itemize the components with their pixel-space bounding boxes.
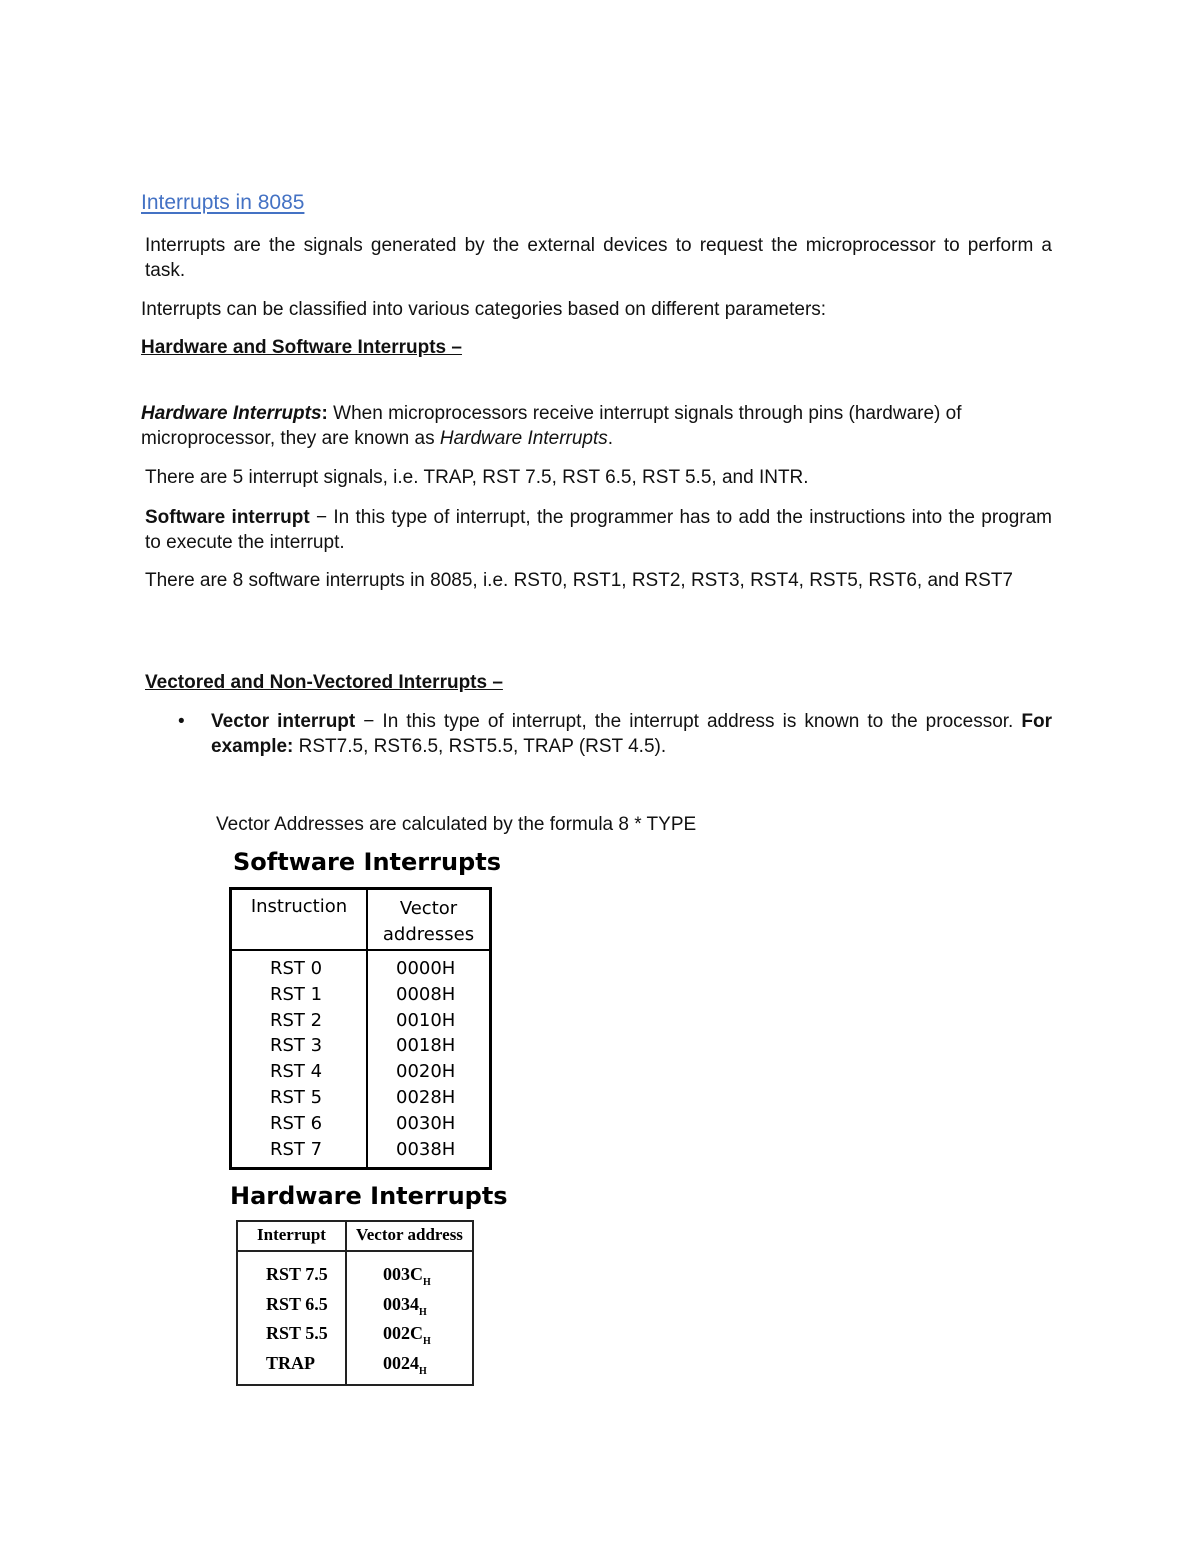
table-row bbox=[232, 1061, 489, 1087]
header-divider bbox=[238, 1250, 472, 1252]
instruction-cell: RST 2 bbox=[270, 1009, 323, 1031]
instruction-cell: RST 3 bbox=[270, 1035, 323, 1057]
hex-subscript: H bbox=[423, 1336, 431, 1347]
hw-sw-heading: Hardware and Software Interrupts – bbox=[141, 337, 462, 358]
table-row bbox=[232, 984, 489, 1010]
hw-end: . bbox=[607, 428, 614, 449]
header-vector-line2: addresses bbox=[382, 924, 475, 945]
address-value: 003C bbox=[383, 1264, 423, 1284]
bullet: • bbox=[178, 711, 185, 732]
interrupt-cell: RST 7.5 bbox=[266, 1264, 328, 1284]
sw-term: Software interrupt bbox=[145, 507, 310, 528]
hardware-interrupts-table bbox=[236, 1220, 474, 1386]
address-value: 0024 bbox=[383, 1352, 419, 1373]
address-value: 0034 bbox=[383, 1293, 419, 1314]
hardware-table-body bbox=[238, 1264, 472, 1382]
formula-line: Vector Addresses are calculated by the formula 8 * TYPE bbox=[216, 814, 697, 835]
hw-term: Hardware Interrupts bbox=[141, 403, 322, 424]
address-cell bbox=[383, 1264, 431, 1288]
instruction-cell: RST 0 bbox=[270, 958, 323, 979]
table-row bbox=[232, 1010, 489, 1036]
table-row bbox=[232, 958, 489, 984]
example-label: For example: bbox=[211, 711, 1052, 757]
instruction-cell: RST 4 bbox=[270, 1061, 323, 1083]
address-cell: 0008H bbox=[396, 983, 456, 1005]
interrupt-cell: RST 5.5 bbox=[266, 1323, 328, 1343]
address-cell: 0018H bbox=[396, 1035, 456, 1057]
hex-subscript: H bbox=[423, 1277, 431, 1288]
table-row bbox=[238, 1294, 472, 1324]
page-title: Interrupts in 8085 bbox=[141, 191, 305, 214]
table-row bbox=[238, 1323, 472, 1353]
software-count: There are 8 software interrupts in 8085, i.e. RST0, RST1, RST2, RST3, RST4, RST5, RST6, and RST7 bbox=[145, 570, 1013, 591]
example-text: RST7.5, RST6.5, RST5.5, TRAP (RST 4.5). bbox=[293, 736, 667, 757]
software-table-title: Software Interrupts bbox=[233, 848, 501, 876]
vector-interrupt-item bbox=[211, 709, 1052, 759]
interrupt-cell: TRAP bbox=[266, 1352, 315, 1373]
software-definition bbox=[145, 505, 1052, 555]
classification-paragraph: Interrupts can be classified into various categories based on different parameters: bbox=[141, 299, 827, 320]
table-row bbox=[232, 1139, 489, 1165]
address-cell: 0010H bbox=[396, 1009, 456, 1031]
address-cell: 0028H bbox=[396, 1086, 456, 1108]
instruction-cell: RST 5 bbox=[270, 1086, 323, 1108]
vectored-heading: Vectored and Non-Vectored Interrupts – bbox=[145, 672, 503, 693]
hw-term-italic: Hardware Interrupts bbox=[439, 428, 608, 449]
table-row bbox=[232, 1087, 489, 1113]
table-row bbox=[238, 1264, 472, 1294]
hw-colon: : bbox=[321, 403, 328, 424]
hardware-definition bbox=[141, 401, 1052, 451]
header-instruction: Instruction bbox=[250, 896, 348, 917]
software-interrupts-table bbox=[229, 887, 492, 1170]
hardware-table-title: Hardware Interrupts bbox=[230, 1182, 508, 1210]
vector-term: Vector interrupt bbox=[211, 711, 356, 732]
sw-text: − In this type of interrupt, the programmer has to add the instructions into the program to execute the interrupt. bbox=[145, 507, 1053, 553]
header-vector-addresses bbox=[368, 896, 489, 948]
instruction-cell: RST 7 bbox=[270, 1138, 323, 1160]
address-cell bbox=[383, 1353, 427, 1377]
interrupt-cell: RST 6.5 bbox=[266, 1293, 328, 1314]
hex-subscript: H bbox=[419, 1306, 427, 1318]
header-vector-line1: Vector bbox=[399, 898, 458, 919]
table-row bbox=[232, 1035, 489, 1061]
address-cell: 0030H bbox=[396, 1112, 456, 1134]
hw-text: When microprocessors receive interrupt signals through pins (hardware) of microprocessor, they are known as bbox=[141, 403, 962, 449]
software-table-body bbox=[232, 958, 489, 1164]
table-row bbox=[232, 1113, 489, 1139]
hardware-count: There are 5 interrupt signals, i.e. TRAP, RST 7.5, RST 6.5, RST 5.5, and INTR. bbox=[145, 467, 809, 488]
vector-text: − In this type of interrupt, the interrupt address is known to the processor. bbox=[355, 711, 1022, 732]
address-cell: 0000H bbox=[396, 958, 456, 979]
header-interrupt: Interrupt bbox=[257, 1225, 326, 1244]
address-value: 002C bbox=[383, 1323, 423, 1343]
header-divider bbox=[232, 949, 489, 951]
header-vector-address: Vector address bbox=[356, 1225, 463, 1244]
address-cell bbox=[383, 1323, 431, 1347]
instruction-cell: RST 6 bbox=[270, 1112, 323, 1134]
table-row bbox=[238, 1353, 472, 1383]
instruction-cell: RST 1 bbox=[270, 983, 323, 1005]
address-cell bbox=[383, 1294, 427, 1318]
hex-subscript: H bbox=[419, 1365, 427, 1377]
address-cell: 0020H bbox=[396, 1061, 456, 1083]
intro-paragraph: Interrupts are the signals generated by the external devices to request the microprocessor to perform a task. bbox=[145, 235, 1052, 281]
address-cell: 0038H bbox=[396, 1138, 456, 1160]
